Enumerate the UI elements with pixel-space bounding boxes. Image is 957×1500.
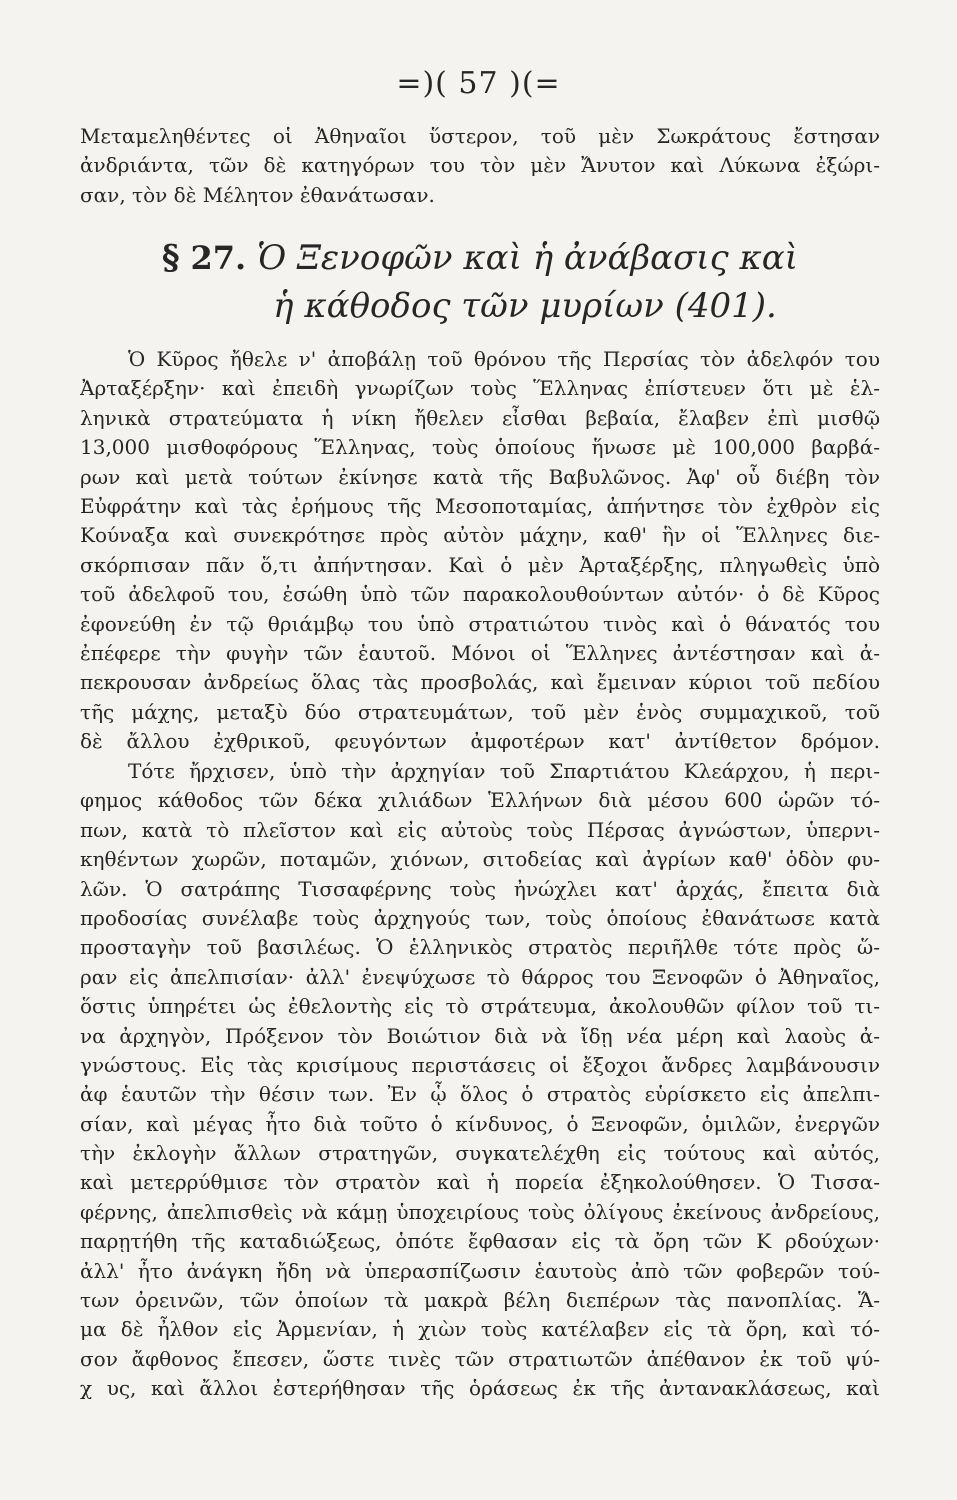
text-line: ἀφ ἑαυτῶν τὴν θέσιν των. Ἐν ᾧ ὅλος ὁ στρατὸς εὑρίσκετο εἰς ἀπελπι- [80, 1082, 880, 1107]
text-line: χ υς, καὶ ἄλλοι ἐστερήθησαν τῆς ὁράσεως ἐκ τῆς ἀντανακλάσεως, καὶ [80, 1376, 880, 1401]
text-line: Εὐφράτην καὶ τὰς ἐρήμους τῆς Μεσοποταμίας, ἀπήντησε τὸν ἐχθρὸν εἰς [80, 493, 880, 518]
text-line: σκόρπισαν πᾶν ὅ,τι ἀπήντησαν. Καὶ ὁ μὲν Ἀρταξέρξης, πληγωθεὶς ὑπὸ [80, 552, 880, 577]
text-line: προσταγὴν τοῦ βασιλέως. Ὁ ἑλληνικὸς στρατὸς περιῆλθε τότε πρὸς ὥ- [80, 935, 880, 960]
paragraph-kyros [80, 345, 880, 756]
section-heading [80, 234, 880, 330]
text-line: ἐπέφερε τὴν φυγὴν τῶν ἑαυτοῦ. Μόνοι οἱ Ἕλληνες ἀντέστησαν καὶ ἀ- [80, 640, 880, 665]
section-mark: § [161, 238, 180, 278]
text-line: σαν, τὸν δὲ Μέλητον ἐθανάτωσαν. [80, 182, 435, 207]
text-line: σον ἄφθονος ἔπεσεν, ὥστε τινὲς τῶν στρατιωτῶν ἀπέθανον ἐκ τοῦ ψύ- [80, 1346, 880, 1371]
text-line: ραν εἰς ἀπελπισίαν· ἀλλ' ἐνεψύχωσε τὸ θάρρος του Ξενοφῶν ὁ Ἀθηναῖος, [80, 964, 880, 989]
section-title-part-1: Ὁ Ξενοφῶν καὶ ἡ ἀνάβασις καὶ [256, 238, 799, 278]
text-line: φημος κάθοδος τῶν δέκα χιλιάδων Ἑλλήνων διὰ μέσου 600 ὡρῶν τό- [80, 788, 880, 813]
text-line: σίαν, καὶ μέγας ἦτο διὰ τοῦτο ὁ κίνδυνος, ὁ Ξενοφῶν, ὁμιλῶν, ἐνεργῶν [80, 1111, 880, 1136]
page-number: =)( 57 )(= [396, 66, 561, 101]
text-line: τῆς μάχης, μεταξὺ δύο στρατευμάτων, τοῦ μὲν ἑνὸς συμμαχικοῦ, τοῦ [80, 699, 880, 724]
text-line: λῶν. Ὁ σατράπης Τισσαφέρνης τοὺς ἠνώχλει κατ' ἀρχάς, ἔπειτα διὰ [80, 876, 880, 901]
text-line: μα δὲ ἦλθον εἰς Ἀρμενίαν, ἡ χιὼν τοὺς κατέλαβεν εἰς τὰ ὄρη, καὶ τό- [80, 1317, 880, 1342]
text-line: Τότε ἤρχισεν, ὑπὸ τὴν ἀρχηγίαν τοῦ Σπαρτιάτου Κλεάρχου, ἡ περι- [128, 759, 880, 783]
text-line: Μεταμεληθέντες οἱ Ἀθηναῖοι ὕστερον, τοῦ μὲν Σωκράτους ἔστησαν [80, 124, 880, 148]
text-line: 13,000 μισθοφόρους Ἕλληνας, τοὺς ὁποίους ἥνωσε μὲ 100,000 βαρβά- [80, 435, 880, 460]
intro-paragraph [80, 122, 880, 210]
text-line: καὶ μετερρύθμισε τὸν στρατὸν καὶ ἡ πορεία ἐξηκολούθησεν. Ὁ Τισσα- [80, 1170, 880, 1195]
text-line: πων, κατὰ τὸ πλεῖστον καὶ εἰς αὐτοὺς τοὺς Πέρσας ἀγνώστων, ὑπερνι- [80, 817, 880, 842]
text-line: των ὀρεινῶν, τῶν ὁποίων τὰ μακρὰ βέλη διεπέρων τὰς πανοπλίας. Ἅ- [80, 1288, 880, 1313]
text-line: τὴν ἐκλογὴν ἄλλων στρατηγῶν, συγκατελέχθη εἰς τούτους καὶ αὐτός, [80, 1141, 880, 1166]
paragraph-katabasis [80, 757, 880, 1404]
text-line: να ἀρχηγὸν, Πρόξενον τὸν Βοιώτιον διὰ νὰ ἴδῃ νέα μέρη καὶ λαοὺς ἀ- [80, 1023, 880, 1048]
text-line: φέρνης, ἀπελπισθεὶς νὰ κάμῃ ὑποχειρίους τοὺς ὀλίγους ἐκείνους ἀνδρείους, [80, 1199, 880, 1224]
text-line: κηθέντων χωρῶν, ποταμῶν, χιόνων, σιτοδείας καὶ ἀγρίων καθ' ὁδὸν φυ- [80, 847, 880, 872]
text-line: ὅστις ὑπηρέτει ὡς ἐθελοντὴς εἰς τὸ στράτευμα, ἀκολουθῶν φίλον τοῦ τι- [80, 994, 880, 1019]
text-line: ἀλλ' ἦτο ἀνάγκη ἤδη νὰ ὑπερασπίζωσιν ἑαυτοὺς ἀπὸ τῶν φοβερῶν τού- [80, 1258, 880, 1283]
text-line: γνώστους. Εἰς τὰς κρισίμους περιστάσεις οἱ ἔξοχοι ἄνδρες λαμβάνουσιν [80, 1052, 880, 1077]
text-line: παρῃτήθη τῆς καταδιώξεως, ὁπότε ἔφθασαν εἰς τὰ ὄρη τῶν Κ ρδούχων· [80, 1229, 880, 1254]
text-line: ρων καὶ μετὰ τούτων ἐκίνησε κατὰ τῆς Βαβυλῶνος. Ἀφ' οὗ διέβη τὸν [80, 464, 880, 489]
text-line: ληνικὰ στρατεύματα ἡ νίκη ἤθελεν εἶσθαι βεβαία, ἔλαβεν ἐπὶ μισθῷ [80, 405, 880, 430]
text-line: πεκρουσαν ἀνδρείως ὅλας τὰς προσβολάς, καὶ ἔμειναν κύριοι τοῦ πεδίου [80, 670, 880, 695]
text-line: προδοσίας συνέλαβε τοὺς ἀρχηγούς των, τοὺς ὁποίους ἐθανάτωσε κατὰ [80, 905, 880, 930]
section-title-part-2: ἡ κάθοδος τῶν μυρίων (401). [273, 286, 777, 326]
section-heading-line-1 [80, 234, 880, 282]
text-line: Ὁ Κῦρος ἤθελε ν' ἀποβάλῃ τοῦ θρόνου τῆς Περσίας τὸν ἀδελφόν του [128, 347, 880, 371]
text-line: Κούναξα καὶ συνεκρότησε πρὸς αὐτὸν μάχην, καθ' ἣν οἱ Ἕλληνες διε- [80, 523, 880, 548]
section-number: 27. [190, 239, 247, 277]
text-line: ἀνδριάντα, τῶν δὲ κατηγόρων του τὸν μὲν Ἄνυτον καὶ Λύκωνα ἐξώρι- [80, 153, 880, 178]
text-line: δὲ ἄλλου ἐχθρικοῦ, φευγόντων ἀμφοτέρων κατ' ἀντίθετον δρόμον. [80, 729, 880, 754]
text-line: Ἀρταξέρξην· καὶ ἐπειδὴ γνωρίζων τοὺς Ἕλληνας ἐπίστευεν ὅτι μὲ ἑλ- [80, 376, 880, 401]
text-line: τοῦ ἀδελφοῦ του, ἐσώθη ὑπὸ τῶν παρακολουθούντων αὐτόν· ὁ δὲ Κῦρος [80, 582, 880, 607]
text-line: ἐφονεύθη ἐν τῷ θριάμβῳ του ὑπὸ στρατιώτου τινὸς καὶ ὁ θάνατός του [80, 611, 880, 636]
